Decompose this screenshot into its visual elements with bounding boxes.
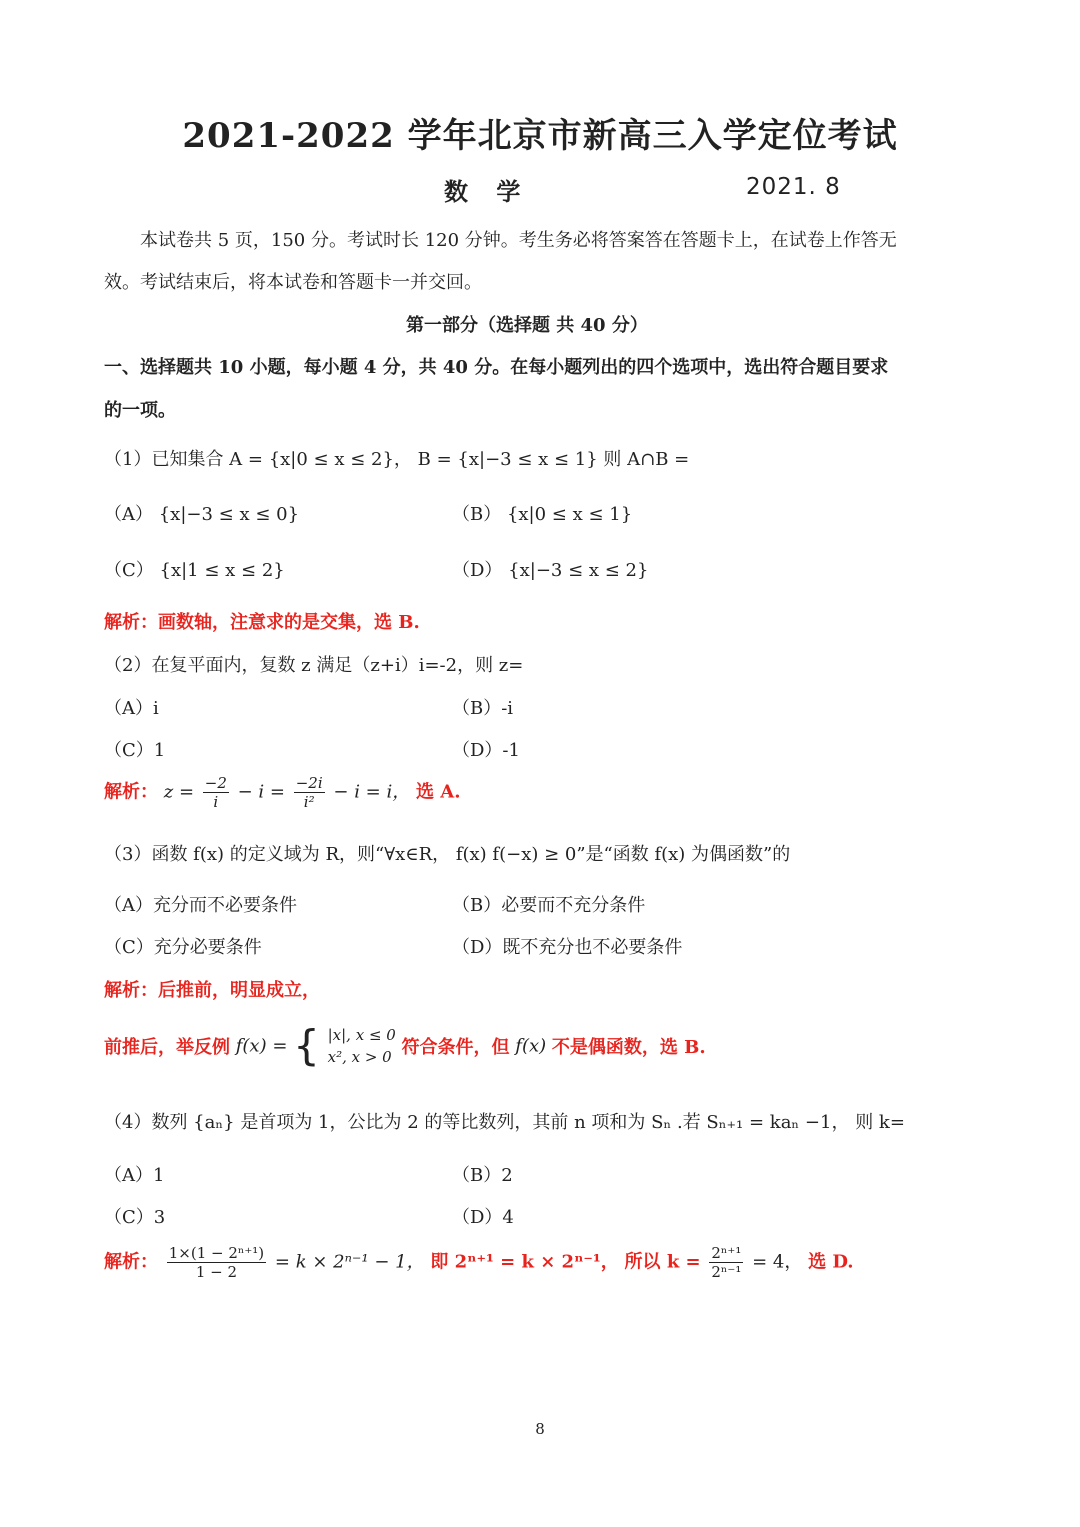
q2-eq-a: z =	[163, 781, 195, 803]
q4-option-a: （A）1	[104, 1165, 165, 1186]
q2-frac1-den: i	[213, 793, 219, 811]
q2-eq-c: − i = i，	[333, 781, 411, 803]
q4-frac1-den: 1 − 2	[195, 1263, 238, 1281]
q1-analysis: 解析：画数轴，注意求的是交集，选 B.	[104, 612, 420, 633]
exam-title: 2021-2022 学年北京市新高三入学定位考试	[182, 116, 898, 156]
q3-option-d: （D）既不充分也不必要条件	[452, 937, 683, 958]
q2-option-a: （A）i	[104, 698, 159, 719]
piecewise-case-2: x², x > 0	[327, 1048, 392, 1066]
q4-eq-4: = 4，	[752, 1251, 803, 1273]
q2-analysis-tail: 选 A.	[415, 781, 461, 803]
part-heading: 第一部分（选择题 共 40 分）	[406, 315, 648, 336]
q1-option-a: （A） {x|−3 ≤ x ≤ 0}	[104, 504, 300, 525]
q2-option-b: （B）-i	[452, 698, 514, 719]
q1-stem: （1）已知集合 A = {x|0 ≤ x ≤ 2}， B = {x|−3 ≤ x ≤ 1} 则 A∩B =	[104, 449, 690, 470]
q1-option-d: （D） {x|−3 ≤ x ≤ 2}	[452, 560, 649, 581]
q3-analysis-2-c: f(x)	[515, 1035, 547, 1057]
q2-frac2-num: −2i	[295, 774, 323, 792]
q2-option-d: （D）-1	[452, 740, 520, 761]
q3-analysis-2-b: 符合条件，但	[401, 1037, 510, 1058]
q3-fx: f(x) =	[235, 1035, 288, 1057]
q4-fraction-2	[709, 1244, 743, 1281]
q3-option-c: （C）充分必要条件	[104, 937, 262, 958]
piecewise-brace: {	[293, 1021, 320, 1070]
q4-frac1-num: 1×(1 − 2ⁿ⁺¹)	[168, 1244, 265, 1262]
subject-label: 数 学	[444, 177, 531, 206]
q2-eq-b: − i =	[237, 781, 285, 803]
q2-analysis	[104, 774, 460, 811]
q4-fraction-1	[167, 1244, 266, 1281]
q1-option-c: （C） {x|1 ≤ x ≤ 2}	[104, 560, 285, 581]
piecewise-case-1: |x|, x ≤ 0	[327, 1026, 396, 1044]
q3-analysis-2	[104, 1021, 706, 1070]
q2-stem: （2）在复平面内，复数 z 满足（z+i）i=-2，则 z=	[104, 655, 524, 676]
q2-analysis-label: 解析：	[104, 781, 158, 803]
q3-option-b: （B）必要而不充分条件	[452, 895, 646, 916]
q4-option-d: （D）4	[452, 1207, 514, 1228]
q4-analysis-label: 解析：	[104, 1251, 158, 1273]
q1-option-b: （B） {x|0 ≤ x ≤ 1}	[452, 504, 633, 525]
q4-eq-3: 所以 k =	[624, 1251, 701, 1273]
intro-line-2: 效。考试结束后，将本试卷和答题卡一并交回。	[104, 272, 482, 293]
q4-frac2-num: 2ⁿ⁺¹	[711, 1244, 742, 1262]
q3-analysis-1: 解析：后推前，明显成立，	[104, 980, 320, 1001]
q4-eq-2: 即 2ⁿ⁺¹ = k × 2ⁿ⁻¹，	[430, 1251, 619, 1273]
q2-option-c: （C）1	[104, 740, 166, 761]
piecewise-cases	[328, 1024, 396, 1068]
q4-eq-1: = k × 2ⁿ⁻¹ − 1，	[274, 1251, 425, 1273]
page-number: 8	[535, 1420, 545, 1438]
section-instructions-1: 一、选择题共 10 小题，每小题 4 分，共 40 分。在每小题列出的四个选项中，选出符合题目要求	[104, 357, 889, 378]
q2-fraction-2	[294, 774, 325, 811]
q4-analysis	[104, 1244, 854, 1281]
q2-fraction-1	[203, 774, 229, 811]
intro-line-1: 本试卷共 5 页，150 分。考试时长 120 分钟。考生务必将答案答在答题卡上，在试卷上作答无	[140, 230, 897, 251]
q3-stem: （3）函数 f(x) 的定义域为 R，则“∀x∈R， f(x) f(−x) ≥ 0”是“函数 f(x) 为偶函数”的	[104, 844, 791, 865]
q4-option-c: （C）3	[104, 1207, 166, 1228]
section-instructions-2: 的一项。	[104, 400, 176, 421]
q3-analysis-2-d: 不是偶函数，选 B.	[551, 1037, 706, 1058]
q2-frac1-num: −2	[204, 774, 227, 792]
q4-stem: （4）数列 {aₙ} 是首项为 1，公比为 2 的等比数列，其前 n 项和为 Sₙ .若 Sₙ₊₁ = kaₙ −1， 则 k=	[104, 1112, 905, 1133]
q4-analysis-tail: 选 D.	[808, 1251, 854, 1273]
q3-option-a: （A）充分而不必要条件	[104, 895, 297, 916]
exam-date: 2021. 8	[746, 174, 841, 200]
q3-analysis-2-a: 前推后，举反例	[104, 1037, 230, 1058]
q4-option-b: （B）2	[452, 1165, 513, 1186]
q2-frac2-den: i²	[303, 793, 315, 811]
q4-frac2-den: 2ⁿ⁻¹	[711, 1263, 742, 1281]
